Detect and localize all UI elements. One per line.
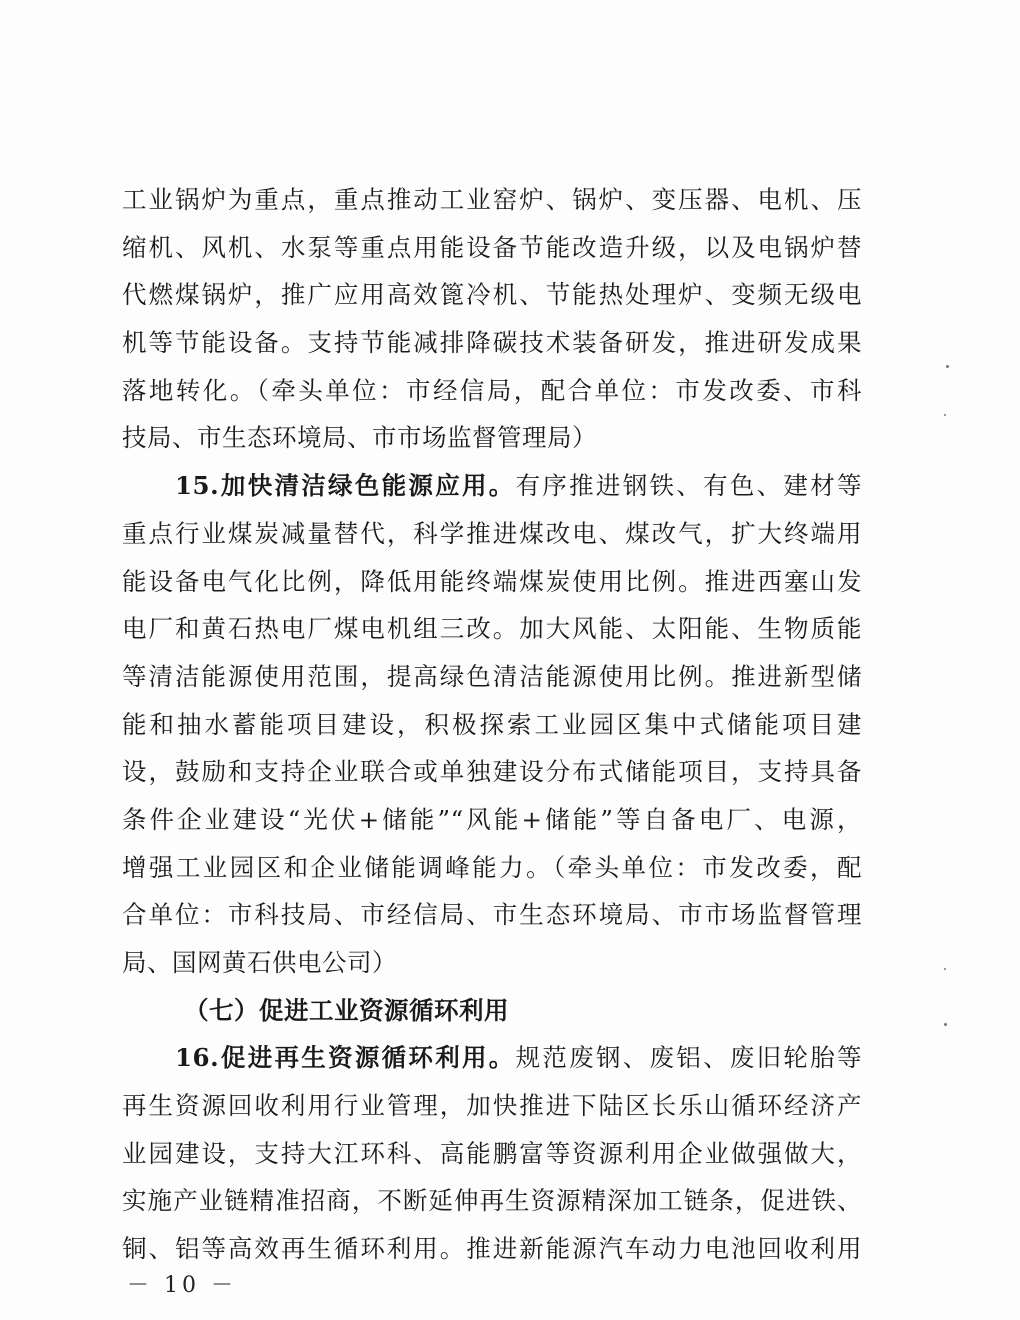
text-line: 代燃煤锅炉，推广应用高效篦冷机、节能热处理炉、变频无级电 bbox=[122, 280, 862, 310]
body-text bbox=[122, 181, 862, 1278]
text-line: 电厂和黄石热电厂煤电机组三改。加大风能、太阳能、生物质能 bbox=[122, 614, 862, 644]
text-line: 能和抽水蓄能项目建设，积极探索工业园区集中式储能项目建 bbox=[122, 709, 862, 739]
text-line: 重点行业煤炭减量替代，科学推进煤改电、煤改气，扩大终端用 bbox=[122, 518, 862, 548]
scan-speck bbox=[944, 414, 946, 416]
section-heading: （七）促进工业资源循环利用 bbox=[184, 995, 509, 1025]
scan-speck bbox=[944, 1023, 947, 1026]
text-line: 落地转化。（牵头单位：市经信局，配合单位：市发改委、市科 bbox=[122, 375, 862, 405]
item-15-lead-text: 有序推进钢铁、有色、建材等 bbox=[515, 471, 862, 501]
item-15-first-line bbox=[122, 467, 862, 515]
item-15-title: 15.加快清洁绿色能源应用。 bbox=[175, 471, 516, 501]
text-line: 缩机、风机、水泵等重点用能设备节能改造升级，以及电锅炉替 bbox=[122, 232, 862, 262]
text-line: 业园建设，支持大江环科、高能鹏富等资源利用企业做强做大， bbox=[122, 1138, 862, 1168]
text-line: 机等节能设备。支持节能减排降碳技术装备研发，推进研发成果 bbox=[122, 328, 862, 358]
text-line: 技局、市生态环境局、市市场监督管理局） bbox=[122, 423, 597, 453]
text-line: 能设备电气化比例，降低用能终端煤炭使用比例。推进西塞山发 bbox=[122, 566, 862, 596]
item-16-first-line bbox=[122, 1039, 862, 1087]
text-line: 合单位：市科技局、市经信局、市生态环境局、市市场监督管理 bbox=[122, 900, 862, 930]
page-number: － 10 － bbox=[127, 1273, 237, 1298]
scan-speck bbox=[946, 365, 949, 368]
text-line: 实施产业链精准招商，不断延伸再生资源精深加工链条，促进铁、 bbox=[122, 1186, 862, 1216]
scan-speck bbox=[944, 968, 946, 970]
text-line: 增强工业园区和企业储能调峰能力。（牵头单位：市发改委，配 bbox=[122, 852, 862, 882]
text-line: 条件企业建设“光伏+储能”“风能+储能”等自备电厂、电源， bbox=[122, 804, 862, 834]
text-line: 设，鼓励和支持企业联合或单独建设分布式储能项目，支持具备 bbox=[122, 757, 862, 787]
text-line: 铜、铝等高效再生循环利用。推进新能源汽车动力电池回收利用 bbox=[122, 1234, 862, 1264]
item-16-lead-text: 规范废钢、废铝、废旧轮胎等 bbox=[515, 1043, 862, 1073]
text-line: 再生资源回收利用行业管理，加快推进下陆区长乐山循环经济产 bbox=[122, 1091, 862, 1121]
text-line: 等清洁能源使用范围，提高绿色清洁能源使用比例。推进新型储 bbox=[122, 661, 862, 691]
text-line: 工业锅炉为重点，重点推动工业窑炉、锅炉、变压器、电机、压 bbox=[122, 185, 862, 214]
text-line: 局、国网黄石供电公司） bbox=[122, 948, 397, 977]
item-16-title: 16.促进再生资源循环利用。 bbox=[175, 1043, 516, 1073]
